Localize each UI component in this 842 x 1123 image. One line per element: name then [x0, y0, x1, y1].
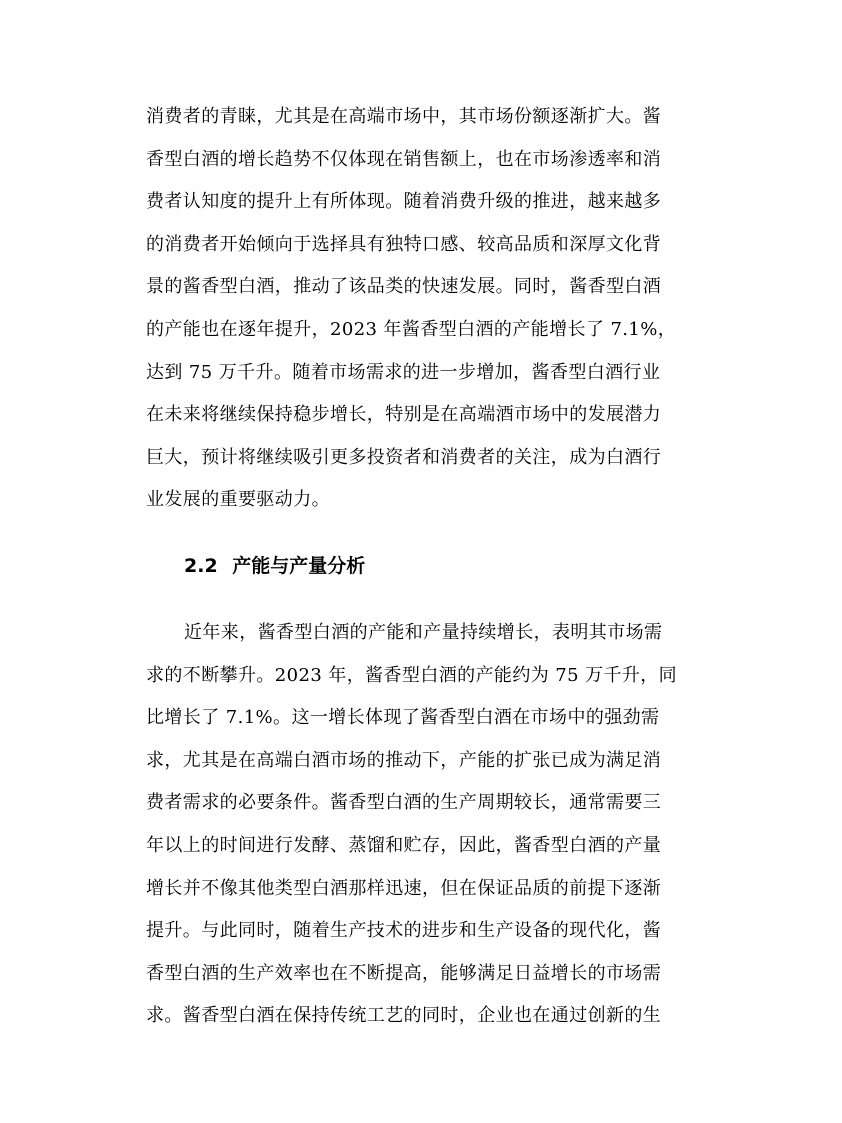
section-title: 产能与产量分析 [232, 554, 366, 577]
paragraph-capacity-analysis [146, 612, 702, 1038]
text-line: 香型白酒的增长趋势不仅体现在销售额上，也在市场渗透率和消 [146, 148, 662, 170]
text-line: 求。酱香型白酒在保持传统工艺的同时，企业也在通过创新的生 [146, 1005, 662, 1027]
text-line: 比增长了 7.1%。这一增长体现了酱香型白酒在市场中的强劲需 [146, 707, 660, 729]
text-line: 求，尤其是在高端白酒市场的推动下，产能的扩张已成为满足消 [146, 749, 662, 771]
text-line: 巨大，预计将继续吸引更多投资者和消费者的关注，成为白酒行 [146, 446, 662, 468]
text-line: 的产能也在逐年提升，2023 年酱香型白酒的产能增长了 7.1%， [146, 318, 677, 340]
text-line: 近年来，酱香型白酒的产能和产量持续增长，表明其市场需 [184, 621, 663, 643]
text-line: 业发展的重要驱动力。 [146, 489, 330, 511]
text-line: 提升。与此同时，随着生产技术的进步和生产设备的现代化，酱 [146, 920, 662, 942]
text-line: 求的不断攀升。2023 年，酱香型白酒的产能约为 75 万千升，同 [146, 664, 678, 686]
text-line: 香型白酒的生产效率也在不断提高，能够满足日益增长的市场需 [146, 962, 662, 984]
text-line: 达到 75 万千升。随着市场需求的进一步增加，酱香型白酒行业 [146, 361, 661, 383]
text-line: 在未来将继续保持稳步增长，特别是在高端酒市场中的发展潜力 [146, 404, 662, 426]
text-line: 费者需求的必要条件。酱香型白酒的生产周期较长，通常需要三 [146, 792, 662, 814]
text-line: 年以上的时间进行发酵、蒸馏和贮存，因此，酱香型白酒的产量 [146, 834, 662, 856]
text-line: 增长并不像其他类型白酒那样迅速，但在保证品质的前提下逐渐 [146, 877, 662, 899]
text-line: 消费者的青睐，尤其是在高端市场中，其市场份额逐渐扩大。酱 [146, 106, 662, 127]
text-line: 费者认知度的提升上有所体现。随着消费升级的推进，越来越多 [146, 191, 662, 213]
paragraph-continuation [146, 96, 702, 522]
section-heading [146, 546, 702, 586]
section-number: 2.2 [184, 554, 218, 577]
document-page [146, 96, 702, 1038]
text-line: 的消费者开始倾向于选择具有独特口感、较高品质和深厚文化背 [146, 233, 662, 255]
text-line: 景的酱香型白酒，推动了该品类的快速发展。同时，酱香型白酒 [146, 276, 662, 298]
